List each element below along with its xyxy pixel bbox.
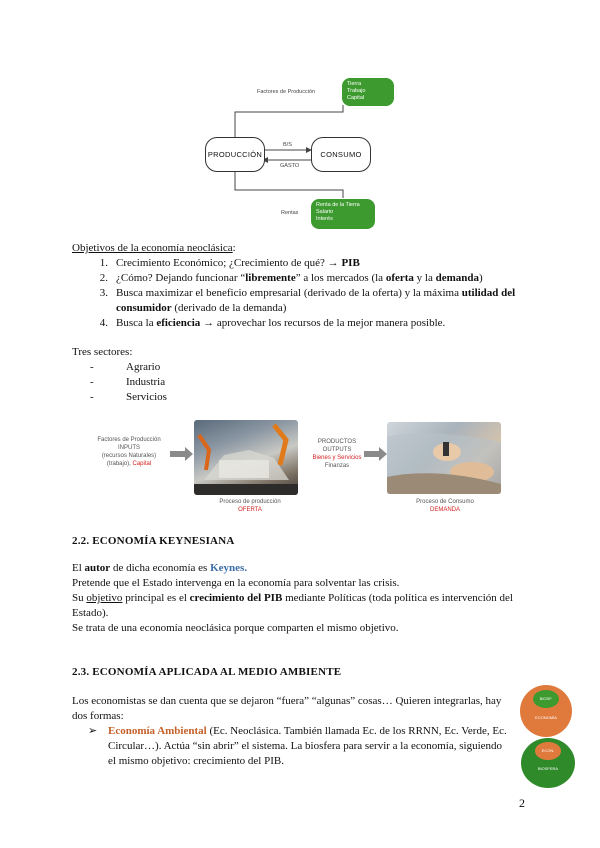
factor-item: Capital	[347, 95, 365, 101]
sectores-title: Tres sectores:	[72, 346, 133, 358]
ambiente-body	[72, 694, 512, 769]
renta-item: Renta de la Tierra	[316, 202, 360, 208]
factors-label: Factores de Producción	[257, 89, 316, 95]
factors-flow-line	[235, 105, 343, 137]
sectores-section	[72, 345, 167, 405]
keynes-heading: 2.2. ECONOMÍA KEYNESIANA	[72, 535, 235, 547]
consumo-box: CONSUMO	[311, 137, 371, 172]
consumer-photo	[387, 422, 501, 494]
biosfera-circle: ECON. BIOSFERA	[521, 738, 575, 788]
rentas-box	[311, 199, 375, 229]
outputs-text: PRODUCTOS OUTPUTS Bienes y Servicios Finanzas	[312, 439, 362, 469]
objetivo-item: 3. Busca maximizar el beneficio empresarial (derivado de la oferta) y la máxima utilidad del consumidor (derivado de la demanda)	[99, 287, 516, 314]
objetivo-item: 4. Busca la eficiencia → aprovechar los recursos de la mejor manera posible.	[99, 317, 446, 329]
rentas-flow-line	[235, 170, 343, 198]
factory-photo	[194, 420, 298, 495]
renta-item: Interés	[316, 216, 333, 222]
bys-label: B/S	[283, 142, 292, 148]
economia-inner: ECON.	[535, 742, 561, 760]
produccion-box: PRODUCCIÓN	[205, 137, 265, 172]
sector-item: - Agrario	[90, 361, 161, 373]
objetivo-item: 1. Crecimiento Económico; ¿Crecimiento de qué? → PIB	[99, 257, 360, 269]
caption-consumo: Proceso de Consumo DEMANDA	[416, 499, 474, 513]
objetivos-section: Objetivos de la economía neoclásica: 1. Crecimiento Económico; ¿Crecimiento de qué? → PIB 2. ¿Cómo? Dejando funcionar “libremente” a los mercados (la oferta y la demanda) 3. Busca maximizar el beneficio empresarial (derivado de la oferta) y la máxima utilidad del consumidor (derivado de la demanda) 4. Busca la eficiencia → aprovechar los recursos de la mejor manera posible.	[72, 241, 532, 331]
objetivo-item: 2. ¿Cómo? Dejando funcionar “libremente” a los mercados (la oferta y la demanda)	[99, 272, 483, 284]
inputs-text: Factores de Producción INPUTS (recursos Naturales) (trabajo), Capital	[97, 437, 161, 467]
economia-circle: BIOSF. ECONOMÍA	[520, 685, 572, 737]
factor-item: Tierra	[347, 81, 362, 87]
biosfera-inner: BIOSF.	[533, 690, 559, 708]
objetivos-title: Objetivos de la economía neoclásica	[72, 242, 233, 254]
rentas-label: Rentas	[281, 210, 299, 216]
arrow-icon	[364, 447, 388, 461]
keynes-p2: Pretende que el Estado intervenga en la economía para solventar las crisis.	[72, 577, 400, 589]
gasto-label: GASTO	[280, 163, 300, 169]
ambiente-p1: Los economistas se dan cuenta que se dejaron “fuera” “algunas” cosas… Quieren integrarlas, hay dos formas:	[72, 695, 502, 722]
keynes-body	[72, 561, 532, 636]
caption-produccion: Proceso de producción OFERTA	[219, 499, 281, 513]
factors-box	[342, 78, 394, 106]
flow-diagram	[0, 0, 600, 240]
ambiente-bullet: ➢ Economía Ambiental (Ec. Neoclásica. También llamada Ec. de los RRNN, Ec. Verde, Ec. Circular…). Actúa “sin abrir” el sistema. La biosfera para servir a la economía, siguiendo el mismo objetivo: crecimiento del PIB.	[72, 724, 512, 769]
page-number: 2	[519, 796, 525, 810]
ambiente-heading: 2.3. ECONOMÍA APLICADA AL MEDIO AMBIENTE	[72, 666, 342, 678]
sector-item: - Servicios	[90, 391, 167, 403]
keynes-p3: Su objetivo principal es el crecimiento del PIB mediante Políticas (toda política es intervención del Estado).	[72, 592, 513, 619]
arrow-icon	[170, 447, 194, 461]
keynes-p1: El autor de dicha economía es Keynes.	[72, 562, 248, 574]
arrow-bullet-icon: ➢	[88, 725, 98, 737]
factor-item: Trabajo	[347, 88, 366, 94]
keynes-p4: Se trata de una economía neoclásica porque comparten el mismo objetivo.	[72, 622, 399, 634]
renta-item: Salario	[316, 209, 334, 215]
sector-item: - Industria	[90, 376, 166, 388]
